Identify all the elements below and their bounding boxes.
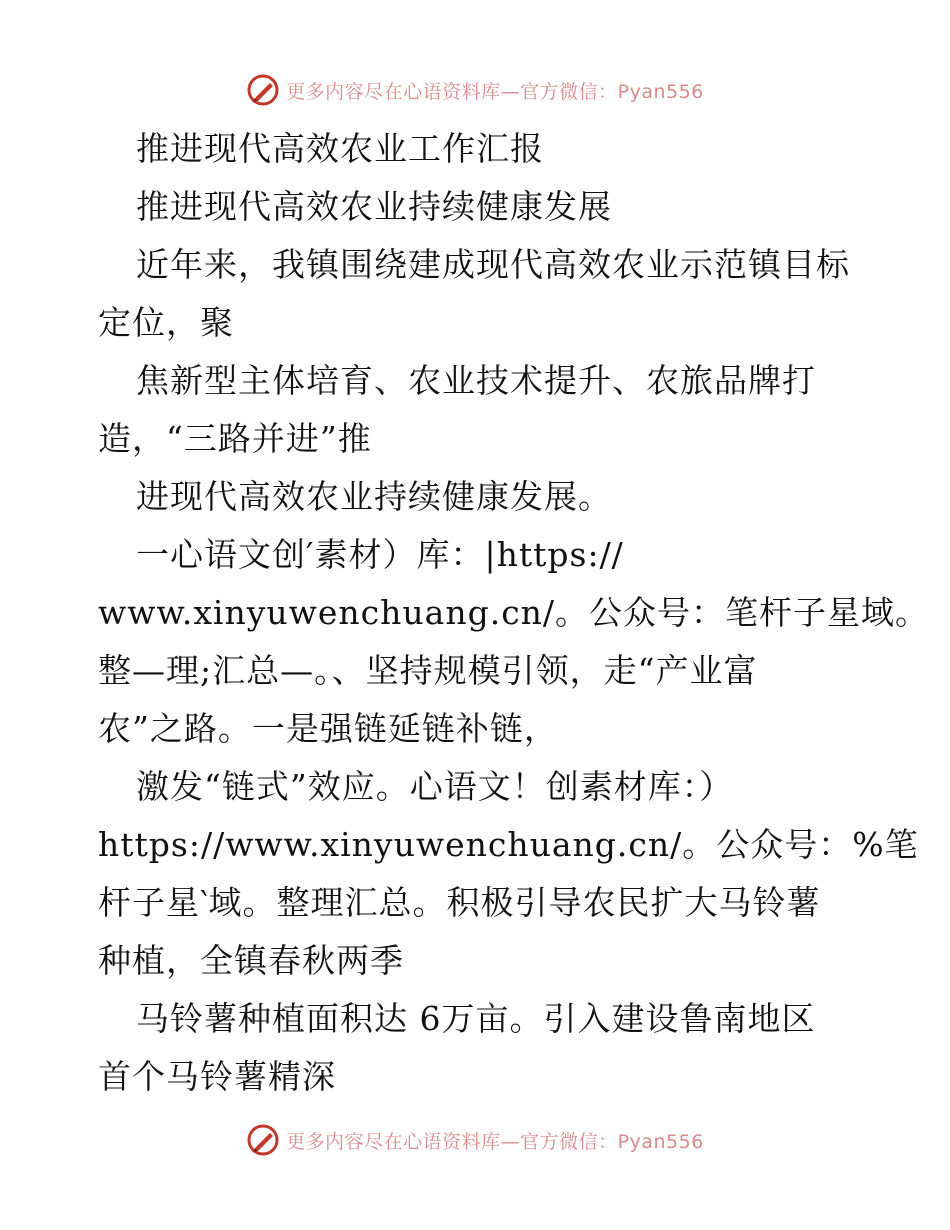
text-line: 种植，全镇春秋两季 [98, 941, 404, 980]
text-line: 杆子星‵域。整理汇总。积极引导农民扩大马铃薯 [98, 883, 821, 922]
header-banner [0, 70, 950, 110]
footer-banner-text: 更多内容尽在心语资料库—官方微信：Pyan556 [286, 1130, 704, 1153]
document-body [98, 120, 930, 1106]
text-line: 农”之路。一是强链延链补链， [98, 709, 558, 748]
text-line: www.xinyuwenchuang.cn/。公众号：笔杆子星域。 [98, 593, 930, 632]
header-banner-inner [246, 73, 704, 107]
text-line: 近年来，我镇围绕建成现代高效农业示范镇目标 [136, 245, 850, 284]
text-line: https://www.xinyuwenchuang.cn/。公众号：%笔 [98, 825, 919, 864]
text-line: 推进现代高效农业工作汇报 [136, 129, 544, 168]
text-line: 马铃薯种植面积达 6万亩。引入建设鲁南地区 [136, 999, 816, 1038]
text-line: 一心语文创′素材）库：|https:// [136, 535, 624, 574]
text-line: 定位，聚 [98, 303, 234, 342]
header-banner-text: 更多内容尽在心语资料库—官方微信：Pyan556 [286, 80, 704, 103]
text-line: 整—理;汇总—。、坚持规模引领，走“产业富 [98, 651, 758, 690]
text-line: 推进现代高效农业持续健康发展 [136, 187, 612, 226]
text-line: 首个马铃薯精深 [98, 1057, 336, 1096]
text-line: 进现代高效农业持续健康发展。 [136, 477, 612, 516]
text-line: 焦新型主体培育、农业技术提升、农旅品牌打 [136, 361, 816, 400]
footer-banner [0, 1120, 950, 1160]
pen-logo-icon [246, 73, 280, 107]
text-line: 造，“三路并进”推 [98, 419, 372, 458]
footer-banner-inner [246, 1123, 704, 1157]
text-line: 激发“链式”效应。心语文！创素材库：） [136, 767, 734, 806]
pen-logo-icon [246, 1123, 280, 1157]
